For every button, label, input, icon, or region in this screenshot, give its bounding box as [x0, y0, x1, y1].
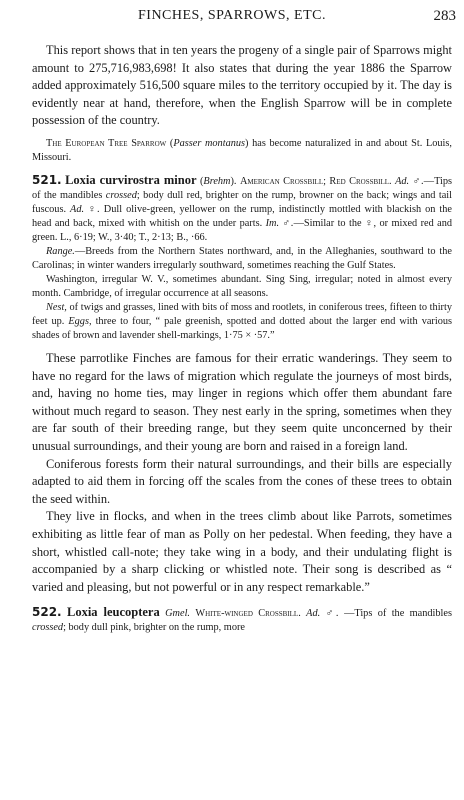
intro-paragraph: This report shows that in ten years the progeny of a single pair of Sparrows might amount to 275,716,983,698! It also states that during the year 1886 the Sparrow added approximately 516,500 square miles to the territory occupied by it. The day is evidently near at hand, therefore, when the English Sparrow will be in complete possession of the country.: [32, 43, 452, 128]
page-number: 283: [433, 8, 456, 24]
species-name: Loxia curvirostra minor: [65, 172, 197, 187]
species-521-range: [32, 245, 452, 273]
crossed-term: crossed: [32, 622, 64, 634]
eggs-label: Eggs,: [68, 315, 92, 327]
species-number: 522.: [32, 605, 62, 620]
species-common-name: White-winged Crossbill.: [195, 608, 301, 620]
eggs-text: three to four, “ pale greenish, spotted and dotted about the larger end with various shades of brown and lavender shell-markings, 1·75 × ·57.”: [32, 315, 453, 341]
adult-female-text: Dull olive-green, yellower on the rump, indistinctly mottled with blackish on the head and back, mixed with whitish on the under parts.: [32, 203, 452, 229]
species-common-name: American Crossbill; Red Crossbill.: [239, 175, 392, 187]
species-authority: Gmel.: [165, 608, 191, 620]
running-title: FINCHES, SPARROWS, ETC.: [138, 8, 326, 23]
narrative-paragraph: These parrotlike Finches are famous for their erratic wanderings. They seem to have no regard for the laws of migration which regulate the journeys of most birds, and, having no home ties, may linger in regions which offer them abundant fare without much regard to season. They nest early in the spring, sometimes when they are far south of their breeding range, but they seem quite unconcerned by their unusual surroundings, and their young are born and raised in a foreign land.: [32, 350, 452, 453]
species-number: 521.: [32, 172, 62, 187]
tree-sparrow-text: has become naturalized in and about St. Louis, Missouri.: [32, 137, 452, 163]
species-name: Loxia leucoptera: [67, 605, 160, 620]
immature-male-text: —Similar to the ♀, or mixed red and green. L., 6·19; W., 3·40; T., 2·13; B., ·66.: [32, 217, 453, 243]
species-521-description: 521. Loxia curvirostra minor (Brehm). American Crossbill; Red Crossbill. Ad. ♂.—Tips of the mandibles crossed; body dull red, brighter on the rump, browner on the back; wings and tail fuscous. Ad. ♀. Dull olive-green, yellower on the rump, indistinctly mottled with blackish on the head and back, mixed with whitish on the under parts. Im. ♂.—Similar to the ♀, or mixed red and green. L., 6·19; W., 3·40; T., 2·13; B., ·66.: [32, 172, 453, 243]
adult-male-text-pre: —Tips of the mandibles: [32, 175, 453, 201]
adult-female-label: Ad. ♀.: [70, 203, 100, 215]
page-body: [32, 42, 452, 635]
adult-male-text-post: ; body dull pink, brighter on the rump, more: [63, 622, 245, 634]
species-522-description: [32, 605, 452, 635]
immature-male-label: Im. ♂.: [265, 217, 294, 229]
tree-sparrow-latin: Passer montanus: [173, 137, 246, 149]
nest-label: Nest,: [46, 301, 67, 313]
narrative-paragraph: They live in flocks, and when in the trees climb about like Parrots, sometimes exhibiting as little fear of man as Polly on her pedestal. When feeding, they have a short, whistled call-note; they take wing in a body, and their undulating flight is accompanied by a sharp clicking or whistled note. Their song is described as “ varied and pleasing, but not powerful or in any respect remarkable.”: [32, 509, 452, 594]
range-label: Range.: [46, 245, 75, 257]
running-head: [0, 8, 464, 30]
adult-male-label: Ad. ♂.: [395, 175, 424, 187]
species-entry-521: [32, 173, 452, 343]
crossed-term: crossed: [105, 189, 137, 201]
narrative-paragraph: Coniferous forests form their natural surroundings, and their bills are especially adapted to aid them in forcing off the scales from the cones of these trees to obtain the seed within.: [32, 456, 452, 506]
adult-male-label: Ad. ♂.: [306, 608, 339, 620]
nest-text: of twigs and grasses, lined with bits of moss and rootlets, in coniferous trees, fifteen to thirty feet up.: [32, 301, 452, 327]
species-521-localities: Washington, irregular W. V., sometimes abundant. Sing Sing, irregular; noted in almost every month. Cambridge, of irregular occurrence at all seasons.: [32, 273, 452, 299]
tree-sparrow-name: The European Tree Sparrow: [46, 137, 167, 149]
adult-male-text-pre: —Tips of the mandibles: [344, 608, 452, 620]
species-authority: Brehm: [203, 175, 231, 187]
adult-male-text-post: ; body dull red, brighter on the rump, browner on the back; wings and tail fuscous.: [32, 189, 452, 215]
tree-sparrow-note: The European Tree Sparrow (Passer montanus) has become naturalized in and about St. Louis, Missouri.: [32, 137, 452, 163]
range-text: —Breeds from the Northern States northward, and, in the Alleghanies, southward to the Carolinas; in winter wanders irregularly southward, sometimes reaching the Gulf States.: [32, 245, 452, 271]
species-521-nest: [32, 301, 452, 343]
